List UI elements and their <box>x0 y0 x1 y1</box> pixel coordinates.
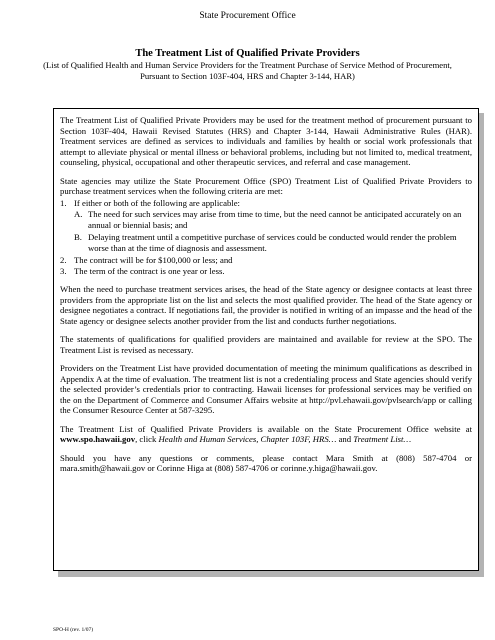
form-number: SPO-H (rev. 1/07) <box>53 627 94 633</box>
office-header: State Procurement Office <box>199 11 296 21</box>
credentials-paragraph: Providers on the Treatment List have provided documentation of meeting the minimum qualifications as described in Appendix A at the time of evaluation. The treatment list is not a credentialing process and State agencies should verify the selected provider’s credentials prior to contracting. Hawaii licenses for professional services may be verified on the on the Department of Commerce and Consumer Affairs website at http://pvl.ehawaii.gov/pvlsearch/app or calling the Consumer Resource Center at 587-3295. <box>60 363 472 415</box>
criteria-intro-paragraph: State agencies may utilize the State Procurement Office (SPO) Treatment List of Qualified Private Providers to purchase treatment services when the following criteria are met: <box>60 175 472 196</box>
criteria-item <box>60 266 472 277</box>
document-subtitle: (List of Qualified Health and Human Service Providers for the Treatment Purchase of Service Method of Procurement, Pursuant to Section 103F-404, HRS and Chapter 3-144, HAR) <box>43 60 452 81</box>
availability-text: The Treatment List of Qualified Private Providers is available on the State Procurement Office website at <box>60 423 472 434</box>
criteria-text: If either or both of the following are applicable: <box>74 197 240 208</box>
intro-paragraph: The Treatment List of Qualified Private Providers may be used for the treatment method of procurement pursuant to Section 103F-404, Hawaii Revised Statutes (HRS) and Chapter 3-144, Hawaii Administrative Rules (HAR). Treatment services are defined as services to individuals and families by health or social work professionals that attempt to alleviate physical or mental illness or behavioral problems, including but not limited to, medical treatment, counseling, physical, occupational and other therapeutic services, and referral and case management. <box>60 115 472 167</box>
sub-criteria-letter: B. <box>74 232 82 242</box>
sub-criteria-letter: A. <box>74 209 83 219</box>
procedure-paragraph: When the need to purchase treatment services arises, the head of the State agency or designee contacts at least three providers from the appropriate list on the list and selects the most qualified provider. The head of the State agency or designee negotiates a contract. If negotiations fail, the provider is notified in writing of an impasse and the head of the State agency or designee selects another provider from the list and conducts further negotiations. <box>60 284 472 326</box>
sub-criteria-text: The need for such services may arise from time to time, but the need cannot be anticipated accurately on an annual or biennial basis; and <box>88 209 462 230</box>
qualifications-paragraph: The statements of qualifications for qualified providers are maintained and available for review at the SPO. The Treatment List is revised as necessary. <box>60 334 472 355</box>
sub-criteria-item <box>74 209 472 230</box>
criteria-text: The contract will be for $100,000 or less; and <box>74 255 233 265</box>
content-box <box>53 108 479 571</box>
sub-criteria-item <box>74 232 472 253</box>
availability-paragraph <box>60 424 472 445</box>
spo-website-link[interactable]: www.spo.hawaii.gov <box>60 434 136 444</box>
criteria-text: The term of the contract is one year or less. <box>74 265 225 276</box>
availability-text: and <box>338 434 354 444</box>
contact-paragraph: Should you have any questions or comments, please contact Mara Smith at (808) 587-4704 or mara.smith@hawaii.gov or Corinne Higa at (808) 587-4706 or corinne.y.higa@hawaii.gov. <box>60 452 472 473</box>
navigation-path: Treatment List… <box>353 434 412 444</box>
document-title: The Treatment List of Qualified Private Providers <box>135 48 360 59</box>
criteria-list <box>60 198 472 277</box>
availability-text: , click <box>135 434 159 444</box>
criteria-item <box>60 198 472 254</box>
navigation-path: Health and Human Services, Chapter 103F, HRS… <box>158 434 339 444</box>
criteria-number: 3. <box>60 265 67 276</box>
criteria-number: 2. <box>60 255 67 265</box>
criteria-item <box>60 255 472 266</box>
criteria-number: 1. <box>60 197 67 208</box>
sub-criteria-text: Delaying treatment until a competitive purchase of services could be conducted would render the problem worse than at the time of diagnosis and assessment. <box>88 232 457 253</box>
sub-criteria-list <box>74 209 472 253</box>
